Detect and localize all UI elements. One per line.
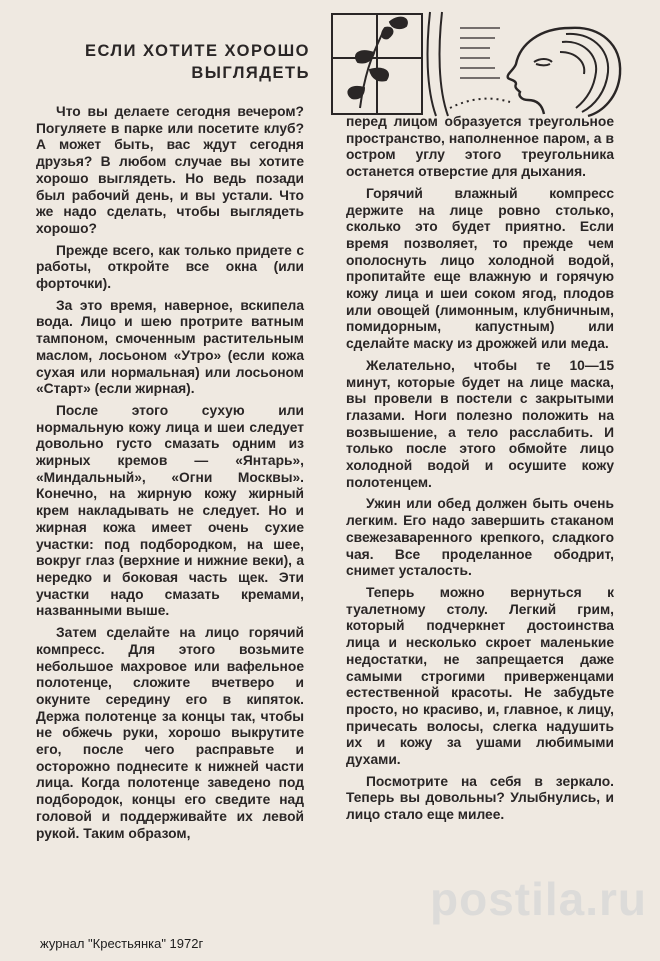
right-paragraph-2: Горячий влажный компресс держите на лице ровно столько, сколько это будет приятно. Если время позволяет, то прежде чем ополоснуть лицо холодной водой, пропитайте еще влажную и горячую кожу лица и шеи соком ягод, плодов или овощей (лимонным, клубничным, помидорным, капустным) или сделайте маску из дрожжей или меда. (346, 185, 614, 352)
title-line-2: ВЫГЛЯДЕТЬ (191, 64, 310, 82)
left-paragraph-2: Прежде всего, как только придете с работы, откройте все окна (или форточки). (36, 242, 304, 292)
right-paragraph-3: Желательно, чтобы те 10—15 минут, которые будет на лице маска, вы провели в постели с закрытыми глазами. Ноги полезно положить на возвышение, а тело расслабить. И только после этого обмойте лицо холодной водой и осушите кожу полотенцем. (346, 357, 614, 490)
left-paragraph-5: Затем сделайте на лицо горячий компресс. Для этого возьмите небольшое махровое или вафельное полотенце, сложите вчетверо и окуните середину его в кипяток. Держа полотенце за концы так, чтобы не обжечь руки, хорошо выкрутите его, после чего расправьте и осторожно поднесите к нижней части лица. Когда полотенце заведено под подбородок, концы его сведите над головой и поддерживайте их левой рукой. Таким образом, (36, 625, 304, 841)
article-title (70, 40, 310, 84)
title-line-1: ЕСЛИ ХОТИТЕ ХОРОШО (85, 42, 310, 60)
source-caption: журнал "Крестьянка" 1972г (40, 936, 204, 951)
left-column (36, 104, 304, 847)
right-paragraph-1: перед лицом образуется треугольное пространство, наполненное паром, а в остром углу этого треугольника останется отверстие для дыхания. (346, 114, 614, 180)
right-paragraph-6: Посмотрите на себя в зеркало. Теперь вы довольны? Улыбнулись, и лицо стало еще милее. (346, 773, 614, 823)
right-paragraph-4: Ужин или обед должен быть очень легким. Его надо завершить стаканом свежезаваренного крепкого, сладкого чая. Все проделанное ободрит, снимет усталость. (346, 496, 614, 579)
watermark: postila.ru (430, 873, 648, 925)
left-paragraph-4: После этого сухую или нормальную кожу лица и шеи следует довольно густо смазать одним из жирных кремов — «Янтарь», «Миндальный», «Огни Москвы». Конечно, на жирную кожу жирный крем накладывать не следует. Но и жирная кожа имеет очень сухие участки: под подбородком, на шее, вокруг глаз (верхние и нижние веки), а нередко и боковая часть щек. Эти участки надо смазать кремами, названными выше. (36, 402, 304, 619)
left-paragraph-3: За это время, наверное, вскипела вода. Лицо и шею протрите ватным тампоном, смоченным растительным маслом, лосьоном «Утро» (если кожа сухая или нормальная) или лосьоном «Старт» (если жирная). (36, 297, 304, 397)
right-paragraph-5: Теперь можно вернуться к туалетному столу. Легкий грим, который подчеркнет достоинства лица и несколько скроет маленькие недостатки, не запрещается даже самыми строгими приверженцами естественной красоты. Не забудьте просто, но красиво, и, главное, к лицу, причесать волосы, слегка надушить их и кожу за ушами любимыми духами. (346, 584, 614, 768)
left-paragraph-1: Что вы делаете сегодня вечером? Погуляете в парке или посетите клуб? А может быть, вас ждут сегодня друзья? В любом случае вы хотите хорошо выглядеть. Но ведь позади был рабочий день, и вы устали. Что же надо сделать, чтобы выглядеть хорошо? (36, 104, 304, 236)
right-column (346, 114, 614, 829)
woman-profile-illustration (330, 8, 630, 118)
